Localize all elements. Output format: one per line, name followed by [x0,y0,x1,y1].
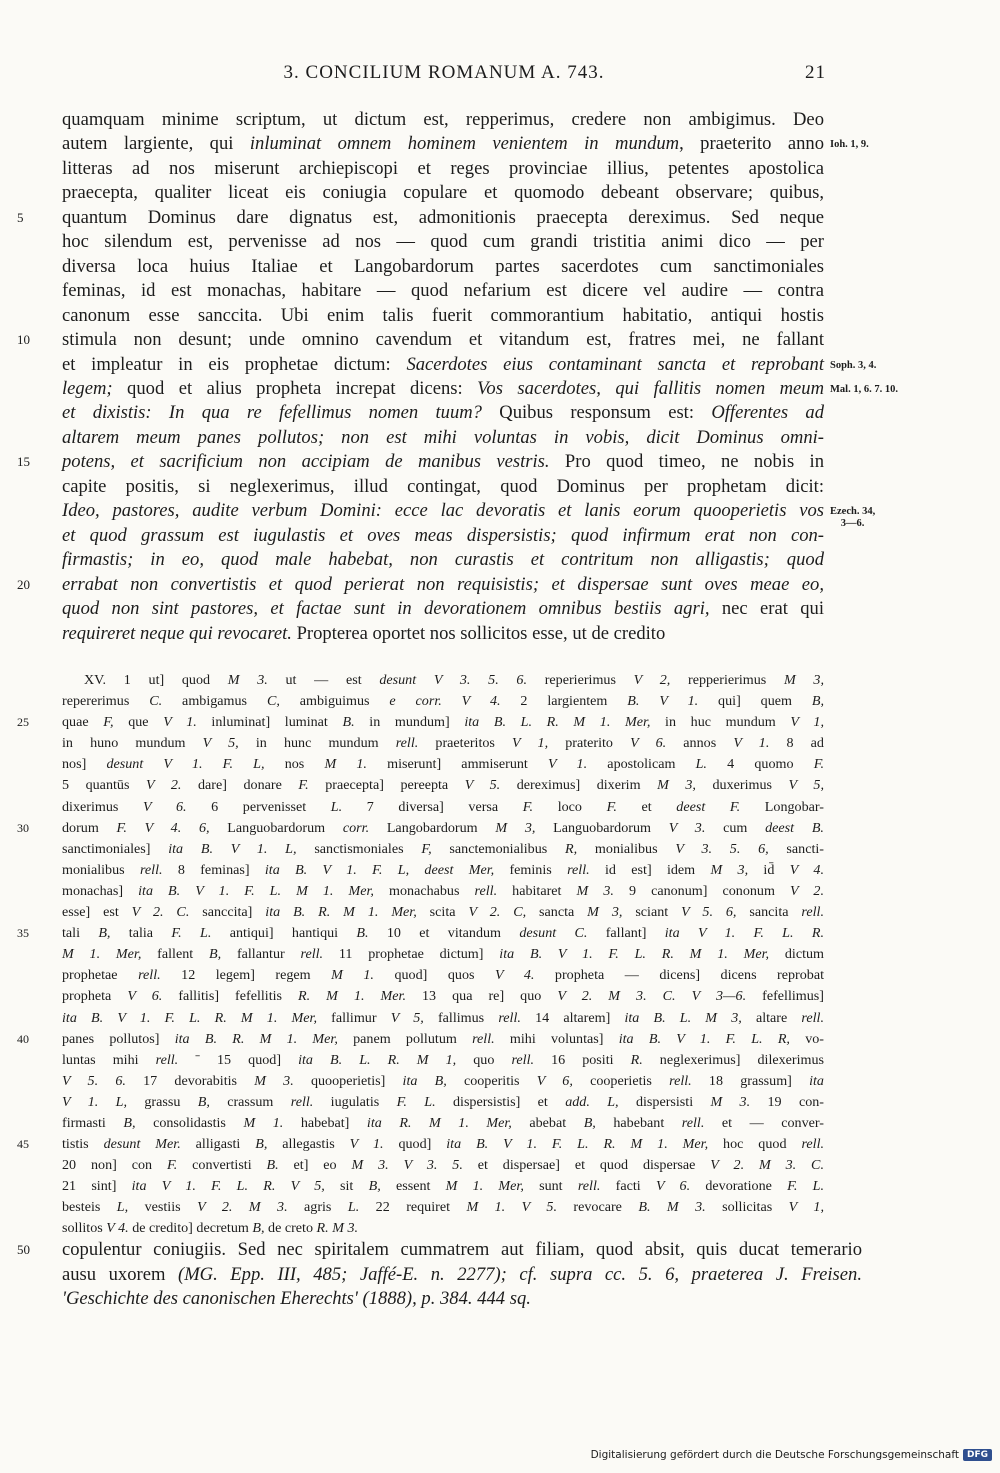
apparatus-line: monachas] ita B. V 1. F. L. M 1. Mer, monachabus rell. habitaret M 3. 9 canonum] cononum V 2. [62,882,824,899]
margin-reference [830,384,898,396]
footer [591,1449,992,1461]
text-line: diversa loca huius Italiae et Langobardorum partes sacerdotes cum sanctimoniales [62,255,824,277]
apparatus-line: tistis desunt Mer. alligasti B, allegastis V 1. quod] ita B. V 1. F. L. R. M 1. Mer, hoc quod rell. 45 [62,1134,824,1155]
text-line: et impleatur in eis prophetae dictum: Sacerdotes eius contaminant sancta et reprobant [62,353,824,375]
text-line: quantum Dominus dare dignatus est, admonitionis praecepta dereximus. Sed neque 5 [62,206,824,230]
text-line: quamquam minime scriptum, ut dictum est, repperimus, credere non ambigimus. Deo [62,109,824,130]
text-line: quod non sint pastores, et factae sunt in devorationem omnibus bestiis agri, nec erat qui [62,598,824,620]
text-line: Ideo, pastores, audite verbum Domini: ecce lac devoratis et lanis eorum quooperietis vos [62,500,824,522]
margin-reference [830,139,869,151]
page-number: 21 [805,62,826,83]
text-line: et quod grassum est iugulastis et oves meas dispersistis; quod infirmum erat non con- [62,524,824,546]
margin-reference-line: Ioh. 1, 9. [830,139,869,150]
margin-reference-line: 3—6. [840,518,865,529]
line-number: 50 [17,1242,30,1257]
apparatus-line: quae F, que V 1. inluminat] luminat B. in mundum] ita B. L. R. M 1. Mer, in huc mundum V 1, 25 [62,712,824,733]
text-line: capite positis, si neglexerimus, illud contingat, quod Dominus per prophetam dicit: [62,475,824,497]
apparatus-line: 21 sint] ita V 1. F. L. R. V 5, sit B, essent M 1. Mer, sunt rell. facti V 6. devoratione F. L. [62,1178,825,1195]
apparatus-line: M 1. Mer, fallent B, fallantur rell. 11 prophetae dictum] ita B. V 1. F. L. R. M 1. Mer, dictum [62,946,824,963]
text-line: et dixistis: In qua re fefellimus nomen tuum? Quibus responsum est: Offerentes ad [62,402,824,424]
text-line: firmastis; in eo, quod male habebat, non curastis et contritum non alligastis; quod [62,549,824,571]
text-line: requireret neque qui revocaret. Propterea oportet nos sollicitos esse, ut de credito [62,622,666,644]
footnote-line: ausu uxorem (MG. Epp. III, 485; Jaffé-E. n. 2277); cf. supra cc. 5. 6, praeterea J. Freisen. [62,1263,862,1285]
footnote-line: 'Geschichte des canonischen Eherechts' (1888), p. 384. 444 sq. [62,1288,531,1309]
text-line: hoc silendum est, pervenisse ad nos — quod cum grandi tristitia animi dico — per [62,231,824,253]
apparatus-line: in huno mundum V 5, in hunc mundum rell. praeteritos V 1, praterito V 6. annos V 1. 8 ad [62,735,824,752]
margin-reference [830,360,876,372]
apparatus-line: nos] desunt V 1. F. L, nos M 1. miserunt] ammiserunt V 1. apostolicam L. 4 quomo F. [62,756,825,773]
line-number: 5 [17,209,24,225]
apparatus-line: monialibus rell. 8 feminas] ita B. V 1. F. L, deest Mer, feminis rell. id est] idem M 3, id̄ V 4. [62,861,824,878]
text-line: autem largiente, qui inluminat omnem hominem venientem in mundum, praeterito anno [62,133,824,155]
line-number: 25 [17,715,29,730]
line-number: 35 [17,926,29,941]
line-number: 30 [17,820,29,835]
margin-reference-line: Mal. 1, 6. 7. 10. [830,384,898,395]
text-line: errabat non convertistis et quod perierat non requisistis; et dispersae sunt oves meae eo, 20 [62,573,824,597]
apparatus-line: dorum F. V 4. 6, Languobardorum corr. Langobardorum M 3, Languobardorum V 3. cum deest B. 30 [62,818,824,839]
running-title: 3. CONCILIUM ROMANUM A. 743. [283,62,605,83]
apparatus-line: esse] est V 2. C. sanccita] ita B. R. M 1. Mer, scita V 2. C, sancta M 3, sciant V 5. 6, sancita rell. [62,904,824,921]
dfg-logo-icon: DFG [963,1449,992,1461]
margin-reference-line: Soph. 3, 4. [830,360,877,371]
line-number: 40 [17,1031,29,1046]
line-number: 45 [17,1137,29,1152]
text-line: canonum esse sanccita. Ubi enim talis fuerit commorantium habitatio, antiqui hostis [62,304,824,326]
line-number: 10 [17,332,30,348]
footnote-line: copulentur coniugiis. Sed nec spiritalem cummatrem aut filiam, quod absit, quis ducat temerario 50 [62,1238,862,1263]
text-line: litteras ad nos miserunt archiepiscopi et reges provinciae illius, petentes apostolica [62,157,824,179]
line-number: 15 [17,454,30,470]
margin-reference [830,506,875,530]
apparatus-line: V 5. 6. 17 devorabitis M 3. quooperietis] ita B, cooperitis V 6, cooperietis rell. 18 grassum] ita [62,1072,824,1089]
continuation-footnote [17,1238,862,1312]
apparatus-line: dixerimus V 6. 6 pervenisset L. 7 diversa] versa F. loco F. et deest F. Longobar- [62,798,824,815]
main-text [17,108,898,646]
apparatus-line: luntas mihi rell. ˉ 15 quod] ita B. L. R. M 1, quo rell. 16 positi R. neglexerimus] dilexerimus [62,1051,825,1068]
apparatus-line: V 1. L, grassu B, crassum rell. iugulatis F. L. dispersistis] et add. L, dispersisti M 3. 19 con- [62,1093,824,1110]
apparatus-line: ita B. V 1. F. L. R. M 1. Mer, fallimur V 5, fallimus rell. 14 altarem] ita B. L. M 3, altare rell. [62,1009,824,1026]
apparatus-line: tali B, talia F. L. antiqui] hantiqui B. 10 et vitandum desunt C. fallant] ita V 1. F. L. R. 35 [62,923,824,944]
apparatus-line: 20 non] con F. convertisti B. et] eo M 3. V 3. 5. et dispersae] et quod dispersae V 2. M 3. C. [62,1157,824,1174]
text-line: praecepta, qualiter liceat eis coniugia copulare et quomodo debeant observare; quibus, [62,182,824,204]
footer-credit: Digitalisierung gefördert durch die Deutsche Forschungsgemeinschaft [590,1449,959,1461]
margin-reference-line: Ezech. 34, [830,506,876,517]
text-line: altarem meum panes pollutos; non est mihi voluntas in vobis, dicit Dominus omni- [62,426,824,448]
apparatus-line: panes pollutos] ita B. R. M 1. Mer, panem pollutum rell. mihi voluntas] ita B. V 1. F. L. R, vo- 40 [62,1029,824,1050]
text-line: potens, et sacrificium non accipiam de manibus vestris. Pro quod timeo, ne nobis in 15 [62,450,824,474]
text-line: feminas, id est monachas, habitare — quod nefarium est dicere vel audire — contra [62,280,824,302]
apparatus-line: 5 quantūs V 2. dare] donare F. praecepta] pereepta V 5. dereximus] dixerim M 3, duxerimus V 5, [62,777,824,794]
apparatus-line: repererimus C. ambigamus C, ambiguimus e corr. V 4. 2 largientem B. V 1. qui] quem B, [62,693,825,710]
text-line: legem; quod et alius propheta increpat dicens: Vos sacerdotes, qui fallitis nomen meum [62,377,824,399]
apparatus-line: sanctimoniales] ita B. V 1. L, sanctismoniales F, sanctemonialibus R, monialibus V 3. 5. 6, sancti- [62,840,824,857]
apparatus-line: sollitos V 4. de credito] decretum B, de creto R. M 3. [62,1220,359,1237]
apparatus-line: propheta V 6. fallitis] fefellitis R. M 1. Mer. 13 qua re] quo V 2. M 3. C. V 3—6. fefellimus] [62,988,824,1005]
apparatus-line: XV. 1 ut] quod M 3. ut — est desunt V 3. 5. 6. reperierimus V 2, repperierimus M 3, [84,672,824,688]
line-number: 20 [17,576,30,592]
apparatus-line: besteis L, vestiis V 2. M 3. agris L. 22 requiret M 1. V 5. revocare B. M 3. sollicitas V 1, [62,1199,824,1216]
critical-apparatus [17,670,825,1240]
apparatus-line: firmasti B, consolidastis M 1. habebat] ita R. M 1. Mer, abebat B, habebant rell. et — conver- [62,1114,824,1131]
apparatus-line: prophetae rell. 12 legem] regem M 1. quod] quos V 4. propheta — dicens] dicens reprobat [62,967,825,984]
text-line: stimula non desunt; unde omnino cavendum et vitandum est, fratres mei, ne fallant 10 [62,328,824,352]
